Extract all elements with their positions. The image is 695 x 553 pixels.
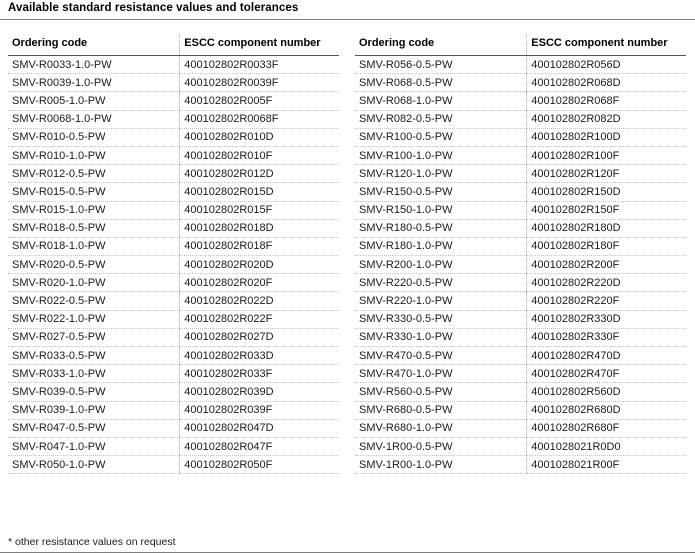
column-header-escc-number: ESCC component number	[180, 34, 339, 56]
right-table-column	[347, 34, 694, 474]
table-row	[355, 110, 686, 128]
resistance-table-left	[8, 34, 339, 474]
cell-escc-number: 400102802R018F	[180, 237, 339, 255]
table-row	[355, 347, 686, 365]
cell-ordering-code: SMV-R015-1.0-PW	[8, 201, 180, 219]
cell-ordering-code: SMV-R039-0.5-PW	[8, 383, 180, 401]
cell-escc-number: 400102802R470D	[527, 347, 686, 365]
cell-ordering-code: SMV-R220-1.0-PW	[355, 292, 527, 310]
cell-escc-number: 400102802R068F	[527, 92, 686, 110]
table-row	[355, 383, 686, 401]
cell-ordering-code: SMV-R018-0.5-PW	[8, 219, 180, 237]
table-row	[8, 74, 339, 92]
cell-escc-number: 400102802R020F	[180, 274, 339, 292]
cell-ordering-code: SMV-R0033-1.0-PW	[8, 56, 180, 74]
cell-escc-number: 400102802R033F	[180, 365, 339, 383]
cell-escc-number: 400102802R047F	[180, 437, 339, 455]
cell-ordering-code: SMV-R005-1.0-PW	[8, 92, 180, 110]
cell-escc-number: 400102802R027D	[180, 328, 339, 346]
cell-escc-number: 400102802R050F	[180, 456, 339, 474]
cell-escc-number: 400102802R100F	[527, 146, 686, 164]
cell-ordering-code: SMV-R100-1.0-PW	[355, 146, 527, 164]
cell-escc-number: 400102802R039F	[180, 401, 339, 419]
cell-escc-number: 400102802R180F	[527, 237, 686, 255]
table-header-row	[8, 34, 339, 56]
cell-ordering-code: SMV-R047-0.5-PW	[8, 419, 180, 437]
cell-escc-number: 400102802R068D	[527, 74, 686, 92]
cell-escc-number: 4001028021R00F	[527, 456, 686, 474]
cell-ordering-code: SMV-R022-0.5-PW	[8, 292, 180, 310]
cell-ordering-code: SMV-R010-0.5-PW	[8, 128, 180, 146]
cell-escc-number: 400102802R033D	[180, 347, 339, 365]
cell-escc-number: 4001028021R0D0	[527, 437, 686, 455]
cell-ordering-code: SMV-R0068-1.0-PW	[8, 110, 180, 128]
cell-ordering-code: SMV-R082-0.5-PW	[355, 110, 527, 128]
cell-escc-number: 400102802R330D	[527, 310, 686, 328]
cell-ordering-code: SMV-R050-1.0-PW	[8, 456, 180, 474]
cell-escc-number: 400102802R120F	[527, 165, 686, 183]
cell-escc-number: 400102802R020D	[180, 256, 339, 274]
table-row	[355, 237, 686, 255]
cell-escc-number: 400102802R056D	[527, 56, 686, 74]
cell-escc-number: 400102802R015F	[180, 201, 339, 219]
cell-escc-number: 400102802R047D	[180, 419, 339, 437]
table-row	[355, 456, 686, 474]
cell-escc-number: 400102802R560D	[527, 383, 686, 401]
cell-ordering-code: SMV-R470-1.0-PW	[355, 365, 527, 383]
table-row	[355, 56, 686, 74]
cell-ordering-code: SMV-1R00-1.0-PW	[355, 456, 527, 474]
cell-escc-number: 400102802R150F	[527, 201, 686, 219]
cell-escc-number: 400102802R010D	[180, 128, 339, 146]
table-row	[8, 56, 339, 74]
cell-ordering-code: SMV-R056-0.5-PW	[355, 56, 527, 74]
cell-escc-number: 400102802R0033F	[180, 56, 339, 74]
tables-container	[0, 34, 695, 474]
table-row	[8, 419, 339, 437]
title-divider	[0, 19, 695, 20]
cell-escc-number: 400102802R470F	[527, 365, 686, 383]
cell-escc-number: 400102802R200F	[527, 256, 686, 274]
table-body-left	[8, 56, 339, 474]
cell-ordering-code: SMV-R0039-1.0-PW	[8, 74, 180, 92]
table-row	[8, 92, 339, 110]
table-row	[355, 165, 686, 183]
table-row	[355, 146, 686, 164]
column-header-ordering-code: Ordering code	[8, 34, 180, 56]
cell-escc-number: 400102802R220D	[527, 274, 686, 292]
cell-ordering-code: SMV-R068-0.5-PW	[355, 74, 527, 92]
cell-escc-number: 400102802R010F	[180, 146, 339, 164]
table-row	[8, 383, 339, 401]
cell-escc-number: 400102802R220F	[527, 292, 686, 310]
table-row	[8, 456, 339, 474]
cell-ordering-code: SMV-R560-0.5-PW	[355, 383, 527, 401]
table-row	[355, 310, 686, 328]
cell-ordering-code: SMV-R180-0.5-PW	[355, 219, 527, 237]
table-row	[8, 401, 339, 419]
table-row	[8, 292, 339, 310]
cell-ordering-code: SMV-R120-1.0-PW	[355, 165, 527, 183]
cell-escc-number: 400102802R330F	[527, 328, 686, 346]
cell-escc-number: 400102802R180D	[527, 219, 686, 237]
cell-ordering-code: SMV-R330-1.0-PW	[355, 328, 527, 346]
cell-ordering-code: SMV-R039-1.0-PW	[8, 401, 180, 419]
table-row	[8, 146, 339, 164]
footnote-text: * other resistance values on request	[8, 536, 176, 548]
table-row	[8, 347, 339, 365]
table-row	[355, 219, 686, 237]
cell-escc-number: 400102802R082D	[527, 110, 686, 128]
page-title: Available standard resistance values and tolerances	[8, 2, 299, 14]
table-header-row	[355, 34, 686, 56]
cell-ordering-code: SMV-R068-1.0-PW	[355, 92, 527, 110]
table-row	[355, 128, 686, 146]
table-row	[8, 183, 339, 201]
cell-ordering-code: SMV-1R00-0.5-PW	[355, 437, 527, 455]
table-row	[8, 110, 339, 128]
cell-escc-number: 400102802R680D	[527, 401, 686, 419]
cell-ordering-code: SMV-R018-1.0-PW	[8, 237, 180, 255]
cell-ordering-code: SMV-R033-0.5-PW	[8, 347, 180, 365]
cell-escc-number: 400102802R100D	[527, 128, 686, 146]
table-row	[8, 201, 339, 219]
cell-ordering-code: SMV-R180-1.0-PW	[355, 237, 527, 255]
table-row	[355, 365, 686, 383]
table-row	[8, 310, 339, 328]
table-row	[8, 437, 339, 455]
cell-ordering-code: SMV-R200-1.0-PW	[355, 256, 527, 274]
column-header-escc-number: ESCC component number	[527, 34, 686, 56]
cell-ordering-code: SMV-R100-0.5-PW	[355, 128, 527, 146]
cell-ordering-code: SMV-R027-0.5-PW	[8, 328, 180, 346]
table-row	[8, 237, 339, 255]
table-row	[8, 219, 339, 237]
cell-ordering-code: SMV-R010-1.0-PW	[8, 146, 180, 164]
cell-escc-number: 400102802R0068F	[180, 110, 339, 128]
table-row	[355, 183, 686, 201]
cell-ordering-code: SMV-R047-1.0-PW	[8, 437, 180, 455]
table-row	[355, 274, 686, 292]
table-row	[8, 365, 339, 383]
cell-ordering-code: SMV-R020-1.0-PW	[8, 274, 180, 292]
table-row	[8, 274, 339, 292]
cell-ordering-code: SMV-R033-1.0-PW	[8, 365, 180, 383]
cell-escc-number: 400102802R005F	[180, 92, 339, 110]
cell-ordering-code: SMV-R150-1.0-PW	[355, 201, 527, 219]
cell-ordering-code: SMV-R015-0.5-PW	[8, 183, 180, 201]
table-row	[355, 419, 686, 437]
cell-escc-number: 400102802R022F	[180, 310, 339, 328]
table-row	[355, 201, 686, 219]
cell-ordering-code: SMV-R330-0.5-PW	[355, 310, 527, 328]
cell-escc-number: 400102802R150D	[527, 183, 686, 201]
cell-ordering-code: SMV-R150-0.5-PW	[355, 183, 527, 201]
cell-escc-number: 400102802R012D	[180, 165, 339, 183]
cell-escc-number: 400102802R680F	[527, 419, 686, 437]
cell-ordering-code: SMV-R470-0.5-PW	[355, 347, 527, 365]
table-row	[8, 165, 339, 183]
cell-ordering-code: SMV-R680-1.0-PW	[355, 419, 527, 437]
footnote-area	[0, 532, 695, 553]
table-row	[355, 292, 686, 310]
table-row	[8, 328, 339, 346]
cell-ordering-code: SMV-R680-0.5-PW	[355, 401, 527, 419]
table-row	[355, 328, 686, 346]
table-header-left	[8, 34, 339, 56]
cell-escc-number: 400102802R015D	[180, 183, 339, 201]
cell-ordering-code: SMV-R220-0.5-PW	[355, 274, 527, 292]
cell-escc-number: 400102802R039D	[180, 383, 339, 401]
table-row	[355, 401, 686, 419]
table-row	[355, 437, 686, 455]
cell-escc-number: 400102802R018D	[180, 219, 339, 237]
cell-ordering-code: SMV-R022-1.0-PW	[8, 310, 180, 328]
table-row	[8, 256, 339, 274]
cell-escc-number: 400102802R022D	[180, 292, 339, 310]
column-header-ordering-code: Ordering code	[355, 34, 527, 56]
table-row	[355, 74, 686, 92]
table-row	[355, 256, 686, 274]
left-table-column	[0, 34, 347, 474]
table-row	[8, 128, 339, 146]
cell-ordering-code: SMV-R012-0.5-PW	[8, 165, 180, 183]
resistance-table-right	[355, 34, 686, 474]
table-row	[355, 92, 686, 110]
table-body-right	[355, 56, 686, 474]
table-header-right	[355, 34, 686, 56]
cell-ordering-code: SMV-R020-0.5-PW	[8, 256, 180, 274]
cell-escc-number: 400102802R0039F	[180, 74, 339, 92]
